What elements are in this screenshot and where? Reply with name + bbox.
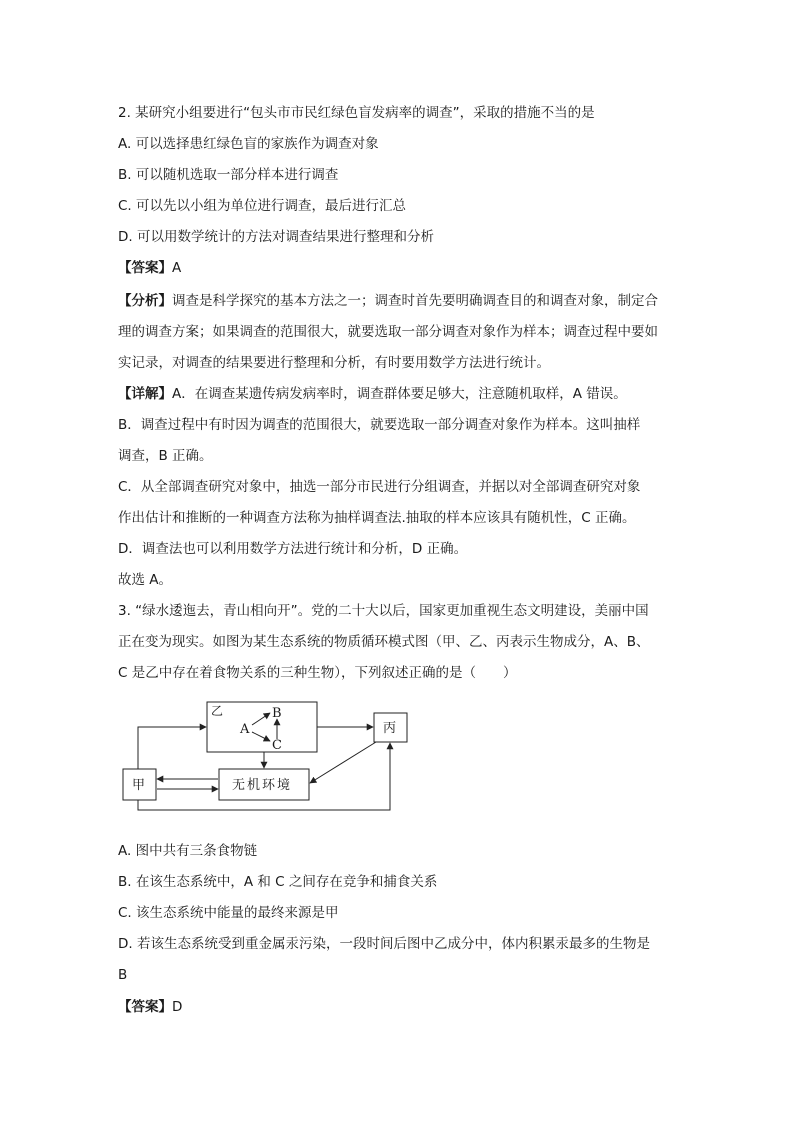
q2-detail-3: 调查，B 正确。 bbox=[118, 448, 213, 464]
q2-detail-5: 作出估计和推断的一种调查方法称为抽样调查法.抽取的样本应该具有随机性，C 正确。 bbox=[118, 510, 636, 526]
q2-answer-value: A bbox=[172, 260, 182, 276]
label-bing: 丙 bbox=[383, 721, 397, 736]
arrow-jia-to-yi bbox=[138, 727, 206, 769]
q2-detail-4: C．从全部调查研究对象中，抽选一部分市民进行分组调查，并据以对全部调查研究对象 bbox=[118, 479, 641, 495]
q2-detail-tag: 【详解】 bbox=[118, 386, 172, 402]
q2-answer bbox=[118, 259, 181, 277]
q3-option-b: B. 在该生态系统中，A 和 C 之间存在竞争和捕食关系 bbox=[118, 874, 438, 890]
q2-option-a: A. 可以选择患红绿色盲的家族作为调查对象 bbox=[118, 136, 379, 152]
carbon-cycle-diagram bbox=[118, 697, 418, 815]
q3-option-d: D. 若该生态系统受到重金属汞污染，一段时间后图中乙成分中，体内积累汞最多的生物是 bbox=[118, 936, 650, 952]
q2-option-c: C. 可以先以小组为单位进行调查，最后进行汇总 bbox=[118, 198, 407, 214]
q3-option-a: A. 图中共有三条食物链 bbox=[118, 843, 258, 859]
q2-analysis-text-1: 调查是科学探究的基本方法之一；调查时首先要明确调查目的和调查对象，制定合 bbox=[172, 293, 658, 309]
q2-detail-2: B．调查过程中有时因为调查的范围很大，就要选取一部分调查对象作为样本。这叫抽样 bbox=[118, 417, 641, 433]
q2-detail-7: 故选 A。 bbox=[118, 572, 173, 588]
q2-analysis-3: 实记录，对调查的结果要进行整理和分析，有时要用数学方法进行统计。 bbox=[118, 355, 550, 371]
q2-detail-text-1: A．在调查某遗传病发病率时，调查群体要足够大，注意随机取样，A 错误。 bbox=[172, 386, 627, 402]
box-yi bbox=[207, 702, 317, 752]
label-a: A bbox=[240, 722, 250, 737]
label-yi: 乙 bbox=[211, 704, 224, 718]
q3-stem-2: 正在变为现实。如图为某生态系统的物质循环模式图（甲、乙、丙表示生物成分，A、B、 bbox=[118, 634, 650, 650]
q3-stem-3: C 是乙中存在着食物关系的三种生物），下列叙述正确的是（ ） bbox=[118, 665, 517, 681]
arrow-bing-to-env bbox=[310, 742, 376, 783]
label-c: C bbox=[272, 738, 282, 753]
label-jia: 甲 bbox=[132, 778, 146, 793]
q2-detail-6: D．调查法也可以利用数学方法进行统计和分析，D 正确。 bbox=[118, 541, 468, 557]
q2-answer-tag: 【答案】 bbox=[118, 260, 172, 276]
q2-analysis-tag: 【分析】 bbox=[118, 293, 172, 309]
q2-analysis-2: 理的调查方案；如果调查的范围很大，就要选取一部分调查对象作为样本；调查过程中要如 bbox=[118, 324, 658, 340]
q2-stem: 2. 某研究小组要进行“包头市市民红绿色盲发病率的调查”，采取的措施不当的是 bbox=[118, 105, 595, 121]
arrow-a-to-c bbox=[252, 732, 270, 741]
label-b: B bbox=[272, 706, 282, 721]
q3-answer bbox=[118, 998, 182, 1016]
q2-option-b: B. 可以随机选取一部分样本进行调查 bbox=[118, 167, 339, 183]
arrow-a-to-b bbox=[252, 713, 270, 725]
q3-answer-tag: 【答案】 bbox=[118, 999, 172, 1015]
q2-option-d: D. 可以用数学统计的方法对调查结果进行整理和分析 bbox=[118, 229, 434, 245]
q3-answer-value: D bbox=[172, 999, 183, 1015]
q3-option-c: C. 该生态系统中能量的最终来源是甲 bbox=[118, 905, 339, 921]
q2-analysis-1 bbox=[118, 292, 658, 310]
q2-detail-1 bbox=[118, 385, 627, 403]
q3-stem-1: 3. “绿水逶迤去，青山相向开”。党的二十大以后，国家更加重视生态文明建设，美丽中国 bbox=[118, 603, 649, 619]
q3-option-d-cont: B bbox=[118, 967, 128, 983]
label-env: 无机环境 bbox=[232, 778, 293, 793]
